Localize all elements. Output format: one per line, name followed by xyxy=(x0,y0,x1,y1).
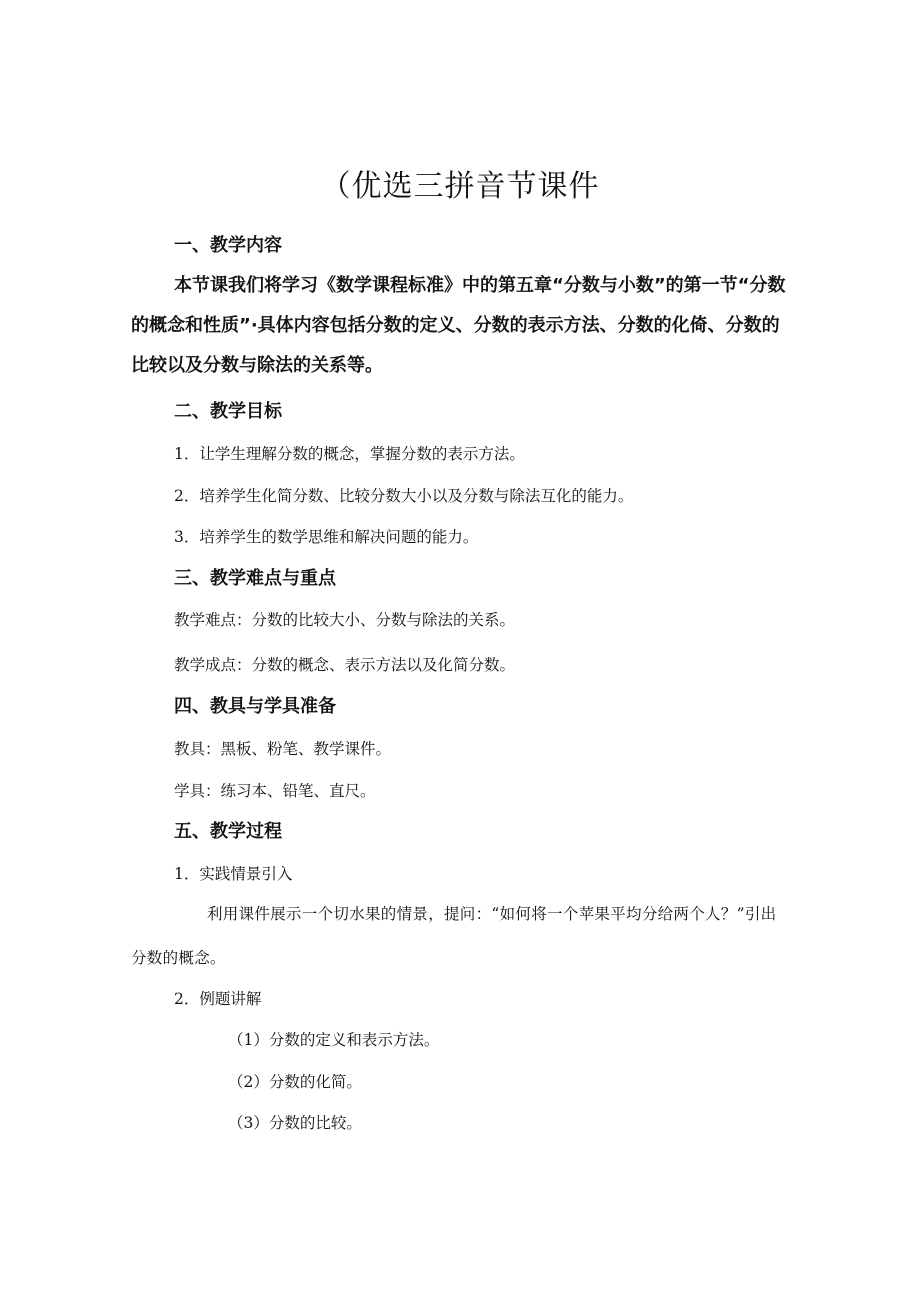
learning-aids-line: 学具：练习本、铅笔、直尺。 xyxy=(174,782,376,800)
teaching-key-points-line: 教学成点：分数的概念、表示方法以及化简分数。 xyxy=(174,656,516,674)
example-item-3: （3）分数的比较。 xyxy=(228,1114,362,1132)
section-heading-difficulty-and-key-points: 三、教学难点与重点 xyxy=(174,568,336,589)
example-item-1: （1）分数的定义和表示方法。 xyxy=(228,1031,440,1049)
objective-item-2: 2．培养学生化简分数、比较分数大小以及分数与除法互化的能力。 xyxy=(174,487,634,505)
section-heading-materials: 四、教具与学具准备 xyxy=(174,696,336,717)
teaching-difficulty-line: 教学难点：分数的比较大小、分数与除法的关系。 xyxy=(174,611,516,629)
process-step-1-title: 1．实践情景引入 xyxy=(174,865,293,883)
section-heading-teaching-process: 五、教学过程 xyxy=(174,821,282,842)
example-item-2: （2）分数的化简。 xyxy=(228,1073,362,1091)
process-step-2-title: 2．例题讲解 xyxy=(174,990,262,1008)
document-title: （优选三拼音节课件 xyxy=(320,169,600,204)
teaching-content-paragraph: 本节课我们将学习《数学课程标准》中的第五章“分数与小数”的第一节“分数的概念和性质”·具体内容包括分数的定义、分数的表示方法、分数的化倚、分数的比较以及分数与除法的关系等。 xyxy=(131,275,786,376)
process-step-1-text: 利用课件展示一个切水果的情景，提问：“如何将一个苹果平均分给两个人？”引出分数的概念。 xyxy=(131,905,777,967)
section-heading-teaching-objectives: 二、教学目标 xyxy=(174,401,282,422)
objective-item-3: 3．培养学生的数学思维和解决问题的能力。 xyxy=(174,528,479,546)
objective-item-1: 1．让学生理解分数的概念，掌握分数的表示方法。 xyxy=(174,445,525,463)
section-heading-teaching-content: 一、教学内容 xyxy=(174,235,282,256)
teaching-aids-line: 教具：黑板、粉笔、教学课件。 xyxy=(174,740,392,758)
